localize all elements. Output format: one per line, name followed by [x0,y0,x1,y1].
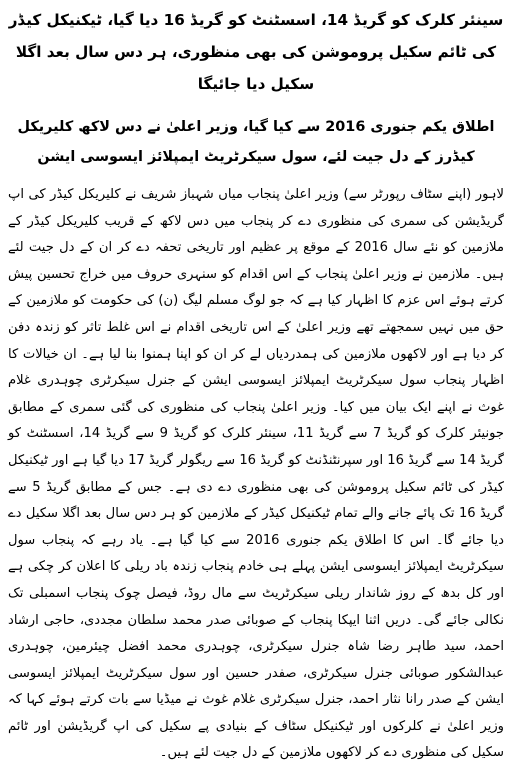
subheadline: اطلاق یکم جنوری 2016 سے کیا گیا، وزیر اعلیٰ نے دس لاکھ کلیریکل کیڈرز کے دل جیت لئے، سول سیکرٹریٹ ایمپلائز ایسوسی ایشن [17,119,495,165]
article-body: لاہور (اپنے سٹاف رپورٹر سے) وزیر اعلیٰ پنجاب میاں شہباز شریف نے کلیریکل کیڈر کی اپ گریڈیشن کی سمری کی منظوری دے کر پنجاب میں دس لاکھ کے قریب کلیریکل کیڈر کے ملازمین کو نئے سال 2016 کے موقع پر عظیم اور تاریخی تحفہ دے کر ان کے دل جیت لئے ہیں۔ ملازمین نے وزیر اعلیٰ پنجاب کے اس اقدام کو سنہری حروف میں خراج تحسین پیش کرتے ہوئے اس عزم کا اظہار کیا ہے کہ جو لوگ مسلم لیگ (ن) کی حکومت کو ملازمین کے حق میں نہیں سمجھتے تھے وزیر اعلیٰ کے اس تاریخی اقدام نے اس غلط تاثر کو زندہ دفن کر دیا ہے اور لاکھوں ملازمین کی ہمدردیاں لے کر ان کو اپنا ہمنوا بنا لیا ہے۔ ان خیالات کا اظہار پنجاب سول سیکرٹریٹ ایمپلائز ایسوسی ایشن کے جنرل سیکرٹری چوہدری غلام غوث نے اپنے ایک بیان میں کیا۔ وزیر اعلیٰ پنجاب کی منظوری کی گئی سمری کے مطابق جونیئر کلرک کو گریڈ 7 سے گریڈ 11، سینئر کلرک کو گریڈ 9 سے گریڈ 14، اسسٹنٹ کو گریڈ 14 سے گریڈ 16 اور سپرنٹنڈنٹ کو گریڈ 16 سے ریگولر گریڈ 17 دیا گیا ہے اور ٹیکنیکل کیڈر کی ٹائم سکیل پروموشن کی بھی منظوری دے دی ہے۔ جس کے مطابق گریڈ 5 سے گریڈ 16 تک پائے جانے والے تمام ٹیکنیکل کیڈر کے ملازمین کو ہر دس سال بعد اگلا سکیل دے دیا جائے گا۔ اس کا اطلاق یکم جنوری 2016 سے کیا گیا ہے۔ یاد رہے کہ پنجاب سول سیکرٹریٹ ایمپلائز ایسوسی ایشن پہلے ہی خادم پنجاب زندہ باد ریلی کا اعلان کر چکی ہے اور کل بدھ کے روز شاندار ریلی سیکرٹریٹ سے مال روڈ، فیصل چوک پنجاب اسمبلی تک نکالی جائے گی۔ دریں اثنا ایپکا پنجاب کے صوبائی صدر محمد سلطان مجددی، حاجی ارشاد احمد، سید طاہر رضا شاہ جنرل سیکرٹری، چوہدری محمد افضل چیئرمین، چوہدری عبدالشکور صوبائی جنرل سیکرٹری، صفدر حسین اور سول سیکرٹریٹ ایمپلائز ایسوسی ایشن کے صدر رانا نثار احمد، جنرل سیکرٹری غلام غوث نے میڈیا سے بات کرتے ہوئے کہا کہ وزیر اعلیٰ نے کلرکوں اور ٹیکنیکل سٹاف کے بنیادی پے سکیل کی اپ گریڈیشن اور ٹائم سکیل کی منظوری دے کر لاکھوں ملازمین کے دل جیت لئے ہیں۔ [8,187,504,761]
headline: سینئر کلرک کو گریڈ 14، اسسٹنٹ کو گریڈ 16 دیا گیا، ٹیکنیکل کیڈر کی ٹائم سکیل پروموشن کی بھی منظوری، ہر دس سال بعد اگلا سکیل دیا جائیگا [8,11,504,93]
